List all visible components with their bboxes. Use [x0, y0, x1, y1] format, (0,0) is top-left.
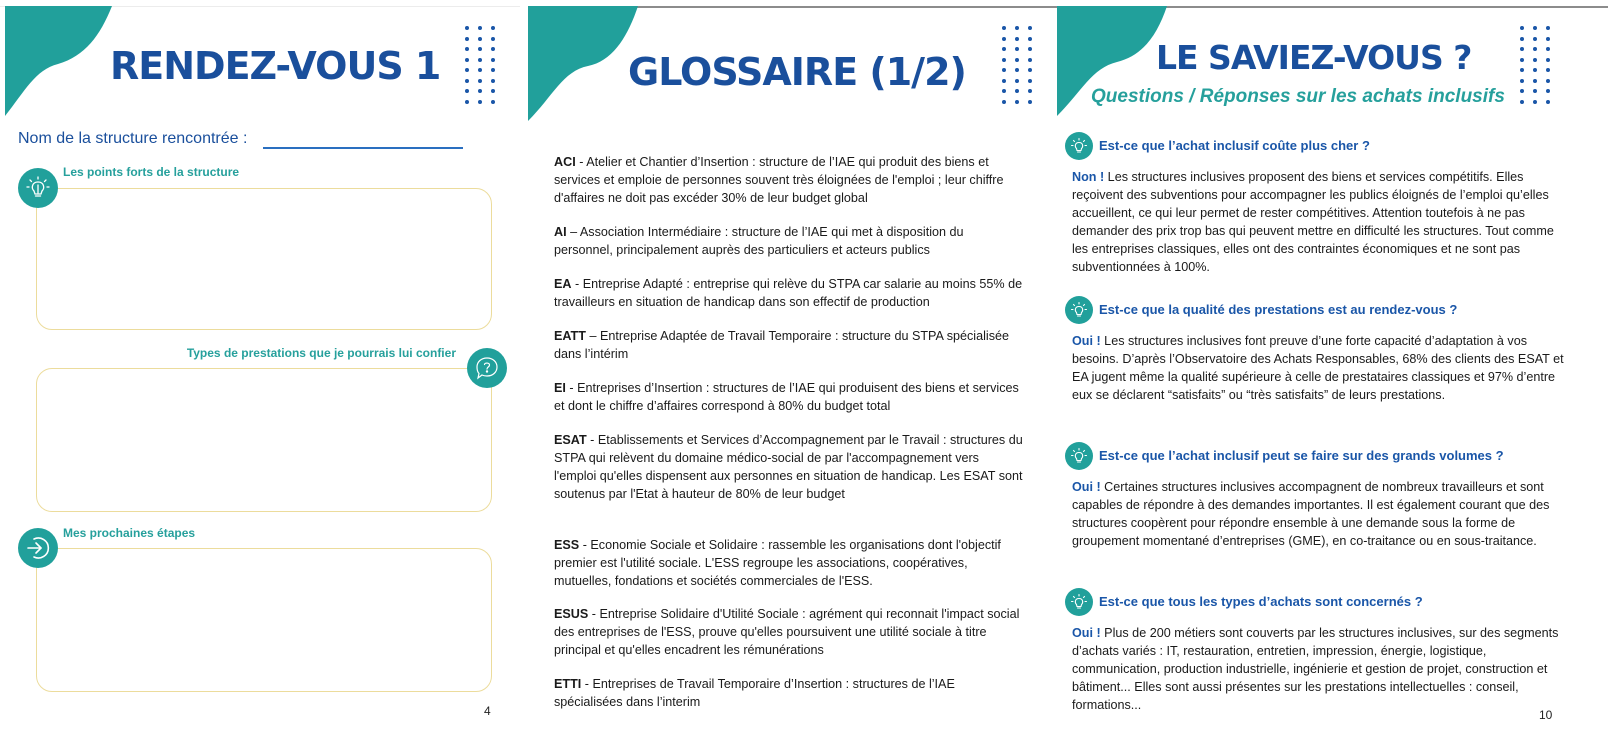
answer-body: Les structures inclusives font preuve d’une forte capacité d’adaptation à vos besoins. D’après l’Observatoire des Achats Responsables, 68% des clients des ESAT et EA jugent même la qualité supérieure à celle de prestataires classiques et 97% d’entre eux se déclarent “satisfaits” ou “très satisfaits” de leurs prestations.	[1072, 334, 1564, 402]
glossary-definition: Entreprises d’Insertion : structures de l’IAE qui produisent des biens et services et dont le chiffre d’affaires correspond à 80% du budget total	[554, 381, 1019, 413]
answer-text	[1072, 478, 1572, 550]
question-text: Est-ce que la qualité des prestations est au rendez-vous ?	[1099, 302, 1458, 317]
glossary-definition: Atelier et Chantier d’Insertion : structure de l’IAE qui produit des biens et services et emploie de personnes souvent très éloignées de l'emploi ; leur chiffre d'affaires ne doit pas excéder 30% de leur budget global	[554, 155, 1004, 205]
glossary-separator: -	[571, 277, 583, 291]
glossary-separator: –	[585, 329, 600, 343]
decorative-dots	[1520, 26, 1552, 104]
answer-lead: Oui !	[1072, 480, 1101, 494]
glossary-entry	[554, 327, 1024, 363]
glossary-entry	[554, 153, 1024, 207]
glossary-term: AI	[554, 225, 567, 239]
answer-body: Certaines structures inclusives accompagnent de nombreux travailleurs et sont capables de répondre à des demandes importantes. Il est également courant que des structures coopèrent pour répondre ensemble à une demande sous la forme de groupement momentané d’entreprises (GME), en co-traitance ou en sous-traitance.	[1072, 480, 1550, 548]
page-rendez-vous	[0, 0, 520, 755]
glossary-term: ESS	[554, 538, 580, 552]
question-text: Est-ce que tous les types d’achats sont concernés ?	[1099, 594, 1423, 609]
lightbulb-icon	[1065, 442, 1093, 470]
question-bubble-icon	[467, 348, 507, 388]
answer-body: Les structures inclusives proposent des biens et services compétitifs. Elles reçoivent des subventions pour accompagner les publics éloignés de l’emploi qu’elles accueillent, ce qui leur permet de rester compétitives. Attention toutefois à ne pas demander des prix trop bas qui peuvent mettre en difficulté les structures. Tout comme les entreprises classiques, elles ont des contraintes économiques et ne sont pas subventionnées à 100%.	[1072, 170, 1554, 274]
glossary-separator: –	[566, 225, 580, 239]
page-title: GLOSSAIRE (1/2)	[628, 50, 966, 94]
glossary-definition: Entreprise Adapté : entreprise qui relève du STPA car salarie au moins 55% de travailleurs en situation de handicap dans son effectif de production	[554, 277, 1023, 309]
answer-lead: Oui !	[1072, 626, 1101, 640]
structure-name-label: Nom de la structure rencontrée :	[18, 130, 248, 147]
section-label-next-steps: Mes prochaines étapes	[63, 526, 196, 540]
question-text: Est-ce que l’achat inclusif peut se faire sur des grands volumes ?	[1099, 448, 1504, 463]
page-le-saviez-vous	[1072, 0, 1608, 755]
glossary-entry	[554, 605, 1024, 659]
arrow-right-icon	[18, 528, 58, 568]
page-number: 10	[1539, 708, 1553, 722]
teal-corner-shape	[0, 6, 115, 116]
decorative-dots	[465, 26, 497, 104]
structure-name-field[interactable]	[263, 147, 463, 149]
glossary-term: EI	[554, 381, 566, 395]
glossary-definition: Etablissements et Services d’Accompagnement par le Travail : structures du STPA qui relèvent du domaine médico-social de par l'accompagnement vers l'emploi qu'elles dispensent aux personnes en situation de handicap. Les ESAT sont soutenus par l'Etat à hauteur de 80% de leur budget	[554, 433, 1023, 501]
section-label-services: Types de prestations que je pourrais lui confier	[186, 346, 456, 360]
decorative-dots	[1002, 26, 1034, 104]
glossary-definition: Entreprises de Travail Temporaire d’Insertion : structures de l’IAE spécialisées dans l’interim	[554, 677, 955, 709]
glossary-entry	[554, 275, 1024, 311]
glossary-entry	[554, 536, 1024, 590]
glossary-definition: Association Intermédiaire : structure de l’IAE qui met à disposition du personnel, principalement auprès des particuliers et acteurs publics	[554, 225, 964, 257]
question-text: Est-ce que l’achat inclusif coûte plus cher ?	[1099, 138, 1370, 153]
answer-text	[1072, 168, 1572, 276]
page-glossaire	[540, 0, 1070, 755]
glossary-separator: -	[581, 677, 593, 691]
glossary-term: ACI	[554, 155, 576, 169]
page-subtitle: Questions / Réponses sur les achats inclusifs	[1091, 86, 1505, 107]
glossary-term: EATT	[554, 329, 586, 343]
glossary-separator: -	[575, 155, 587, 169]
lightbulb-icon	[1065, 588, 1093, 616]
glossary-entry	[554, 379, 1024, 415]
glossary-term: ESUS	[554, 607, 589, 621]
services-box[interactable]	[36, 368, 492, 512]
lightbulb-icon	[1065, 132, 1093, 160]
glossary-separator: -	[565, 381, 578, 395]
strengths-box[interactable]	[36, 188, 492, 330]
glossary-separator: -	[579, 538, 591, 552]
lightbulb-icon	[1065, 296, 1093, 324]
glossary-term: ETTI	[554, 677, 582, 691]
answer-body: Plus de 200 métiers sont couverts par les structures inclusives, sur des segments d’achats variés : IT, restauration, entretien, impression, énergie, logistique, communication, production industrielle, ingénierie et gestion de projet, construction et bâtiment... Elles sont aussi présentes sur les prestations intellectuelles : conseil, formations...	[1072, 626, 1559, 712]
glossary-definition: Entreprise Solidaire d'Utilité Sociale : agrément qui reconnait l'impact social des entreprises de l'ESS, prouve qu'elles poursuivent une utilité sociale à titre principal et qu'elles encadrent les rémunérations	[554, 607, 1020, 657]
answer-text	[1072, 624, 1572, 714]
glossary-separator: -	[586, 433, 598, 447]
glossary-definition: Economie Sociale et Solidaire : rassemble les organisations dont l'objectif premier est l'utilité sociale. L'ESS regroupe les associations, coopératives, mutuelles, fondations et sociétés commerciales de l'ESS.	[554, 538, 1001, 588]
glossary-entry	[554, 223, 1024, 259]
answer-lead: Non !	[1072, 170, 1105, 184]
answer-lead: Oui !	[1072, 334, 1101, 348]
glossary-entry	[554, 431, 1024, 503]
glossary-term: ESAT	[554, 433, 587, 447]
glossary-definition: Entreprise Adaptée de Travail Temporaire : structure du STPA spécialisée dans l’intérim	[554, 329, 1010, 361]
glossary-entry	[554, 675, 1024, 711]
next-steps-box[interactable]	[36, 548, 492, 692]
page-title: LE SAVIEZ-VOUS ?	[1156, 38, 1472, 77]
teal-corner-shape	[528, 6, 643, 121]
glossary-term: EA	[554, 277, 572, 291]
answer-text	[1072, 332, 1572, 404]
page-number: 4	[484, 704, 491, 718]
section-label-strengths: Les points forts de la structure	[63, 165, 240, 179]
lightbulb-icon	[18, 168, 58, 208]
glossary-separator: -	[588, 607, 600, 621]
page-title: RENDEZ-VOUS 1	[110, 44, 441, 88]
